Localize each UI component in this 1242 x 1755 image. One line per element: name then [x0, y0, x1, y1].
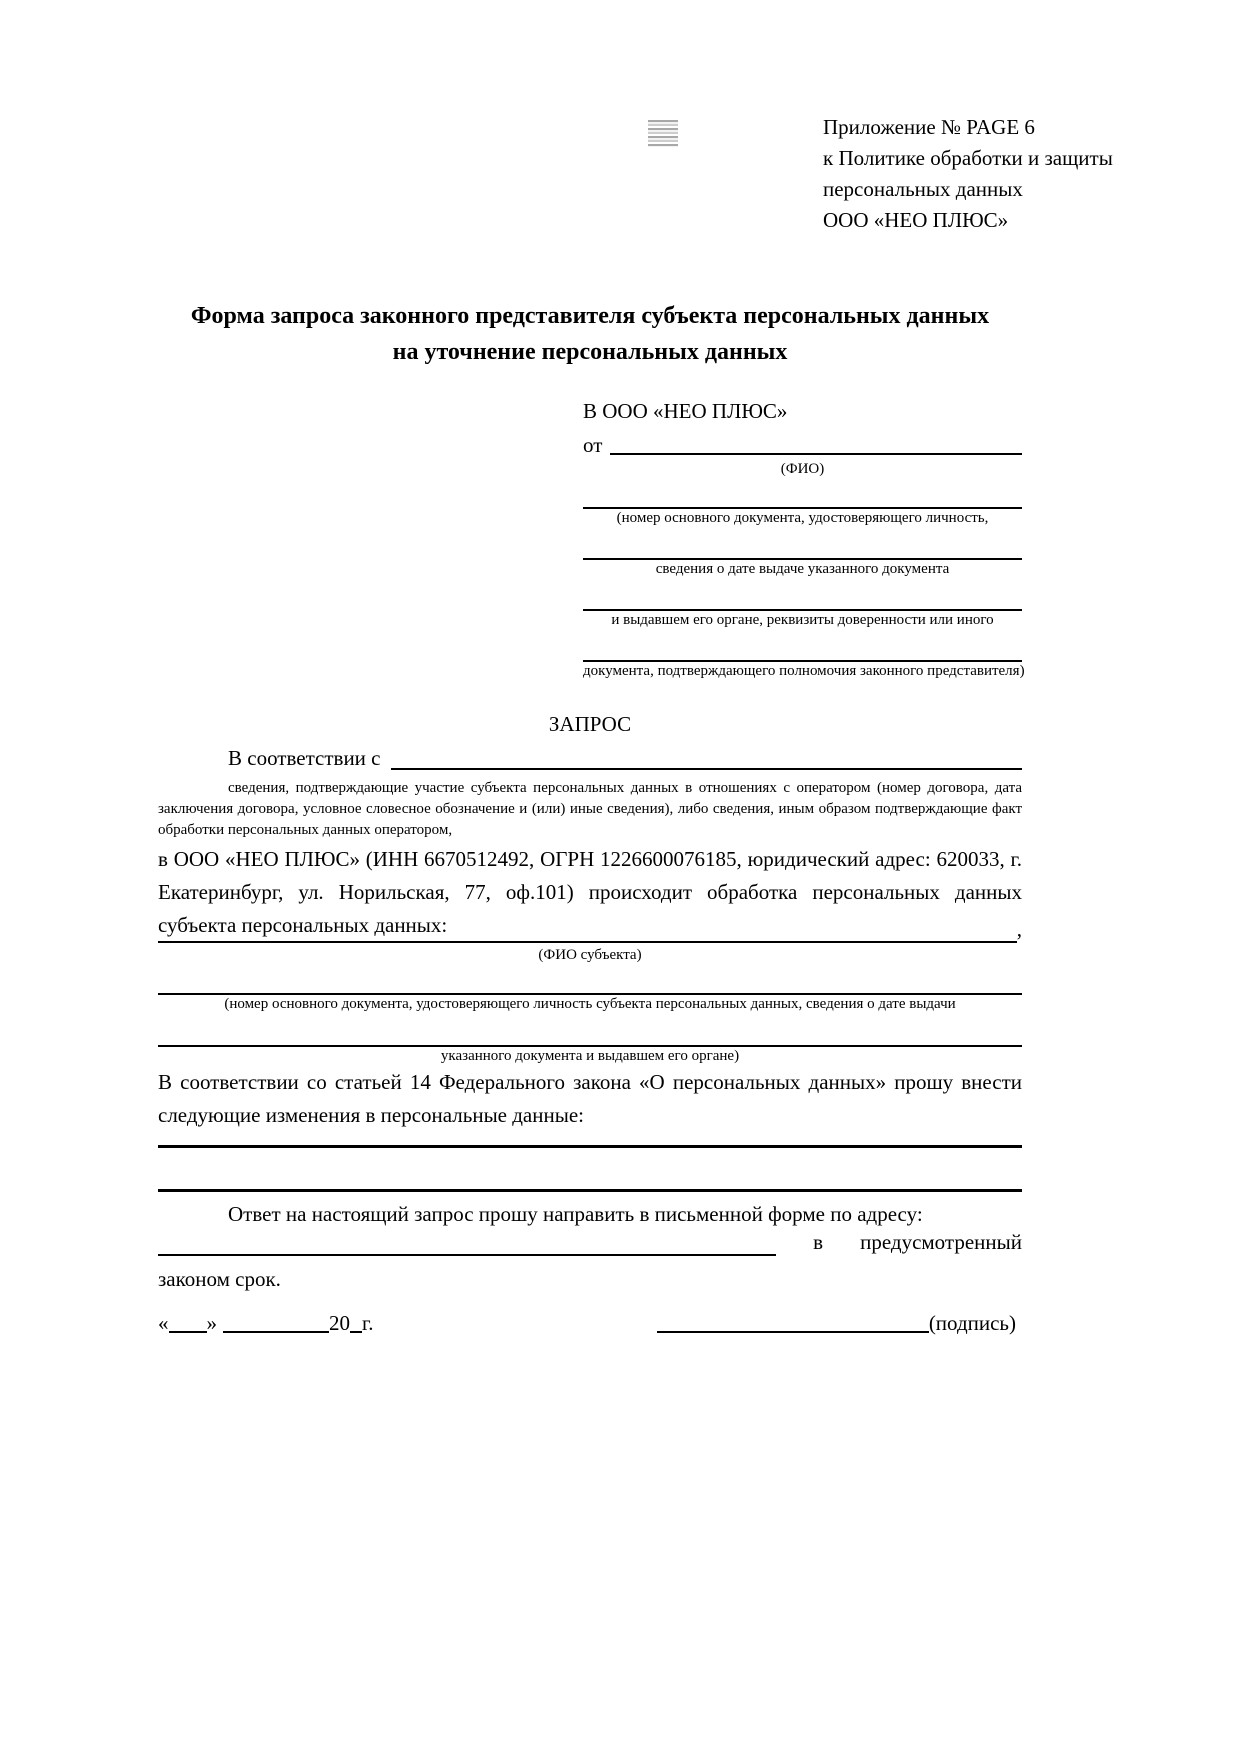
request-heading: ЗАПРОС	[548, 712, 632, 736]
accordance-row	[158, 743, 1022, 775]
caption-subject-doc-2: указанного документа и выдавшем его органе)	[440, 1048, 740, 1064]
fill-line-subject-doc-authority	[158, 1013, 1022, 1047]
addressee-block	[583, 396, 1025, 680]
date-signature-row	[158, 1308, 1022, 1338]
answer-section	[158, 1198, 1022, 1296]
subject-section	[158, 917, 1022, 1065]
caption-doc-number: (номер основного документа, удостоверяющего личность,	[616, 510, 989, 526]
fill-line-doc-number	[583, 478, 1022, 509]
answer-word-pred: предусмотренный	[860, 1230, 1022, 1254]
request-section	[158, 708, 1022, 942]
fill-line-accordance	[391, 764, 1023, 770]
field-code-artifact	[648, 120, 678, 147]
fill-line-address	[158, 1250, 776, 1256]
answer-lead: Ответ на настоящий запрос прошу направить в письменной форме по адресу:	[228, 1202, 923, 1226]
article-paragraph: В соответствии со статьей 14 Федерального закона «О персональных данных» прошу внести следующие изменения в персональные данные:	[158, 1070, 1022, 1127]
document-title-line1: Форма запроса законного представителя субъекта персональных данных	[190, 303, 990, 329]
caption-signature: (подпись)	[928, 1311, 1016, 1335]
fill-line-subject-doc	[158, 964, 1022, 995]
fill-line-doc-date	[583, 527, 1022, 560]
appendix-header-line4: ООО «НЕО ПЛЮС»	[823, 208, 1009, 232]
fill-line-year	[350, 1327, 362, 1333]
date-field	[158, 1308, 374, 1338]
fill-line-signature	[657, 1327, 929, 1333]
appendix-header-line2: к Политике обработки и защиты	[823, 146, 1113, 170]
caption-subject-doc-1: (номер основного документа, удостоверяющего личность субъекта персональных данных, сведения о дате выдачи	[224, 996, 956, 1012]
caption-subject-fio: (ФИО субъекта)	[538, 947, 642, 963]
date-quote-open: «	[158, 1311, 169, 1335]
date-quote-close: »	[206, 1311, 217, 1335]
accordance-label: В соответствии с	[228, 746, 381, 770]
fill-line-changes-2	[158, 1189, 1022, 1192]
fill-line-changes-1	[158, 1145, 1022, 1148]
fill-line-day	[169, 1327, 207, 1333]
signature-field	[657, 1308, 1016, 1338]
date-year-suffix: г.	[362, 1311, 374, 1335]
answer-word-v: в	[813, 1230, 824, 1254]
appendix-header-line1: Приложение № PAGE 6	[823, 115, 1035, 139]
subject-fio-row	[158, 917, 1022, 946]
date-year-prefix: 20	[329, 1311, 350, 1335]
addressee-to: В ООО «НЕО ПЛЮС»	[583, 399, 788, 423]
appendix-header-line3: персональных данных	[823, 177, 1023, 201]
fill-line-doc-authority	[583, 578, 1022, 611]
subject-comma: ,	[1016, 917, 1022, 941]
caption-doc-date: сведения о дате выдаче указанного документа	[655, 561, 950, 577]
answer-tail: законом срок.	[158, 1267, 281, 1291]
appendix-header	[823, 112, 1113, 236]
caption-power-of-attorney: документа, подтверждающего полномочия законного представителя)	[583, 663, 1025, 679]
fill-line-month	[223, 1327, 329, 1333]
document-title-line2: на уточнение персональных данных	[392, 339, 788, 365]
caption-doc-authority: и выдавшем его органе, реквизиты доверенности или иного	[611, 612, 994, 628]
caption-fio: (ФИО)	[780, 461, 825, 477]
document-title	[158, 298, 1022, 370]
fill-line-subject-fio	[158, 937, 1017, 943]
answer-address-row	[158, 1230, 1022, 1259]
fill-line-power-of-attorney	[583, 629, 1022, 662]
operator-paragraph: в ООО «НЕО ПЛЮС» (ИНН 6670512492, ОГРН 1226600076185, юридический адрес: 620033, г. Екатеринбург, ул. Норильская, 77, оф.101) происходит обработка персональных данных субъекта персональных данных:	[158, 847, 1022, 937]
fine-print-paragraph: сведения, подтверждающие участие субъекта персональных данных в отношениях с оператором (номер договора, дата заключения договора, условное словесное обозначение и (или) иные сведения), либо сведения, иным образом подтверждающие факт обработки персональных данных оператором,	[158, 780, 1022, 838]
addressee-from-label: от	[583, 433, 603, 457]
addressee-from-row	[583, 430, 1022, 460]
fill-line-fio	[610, 449, 1022, 455]
